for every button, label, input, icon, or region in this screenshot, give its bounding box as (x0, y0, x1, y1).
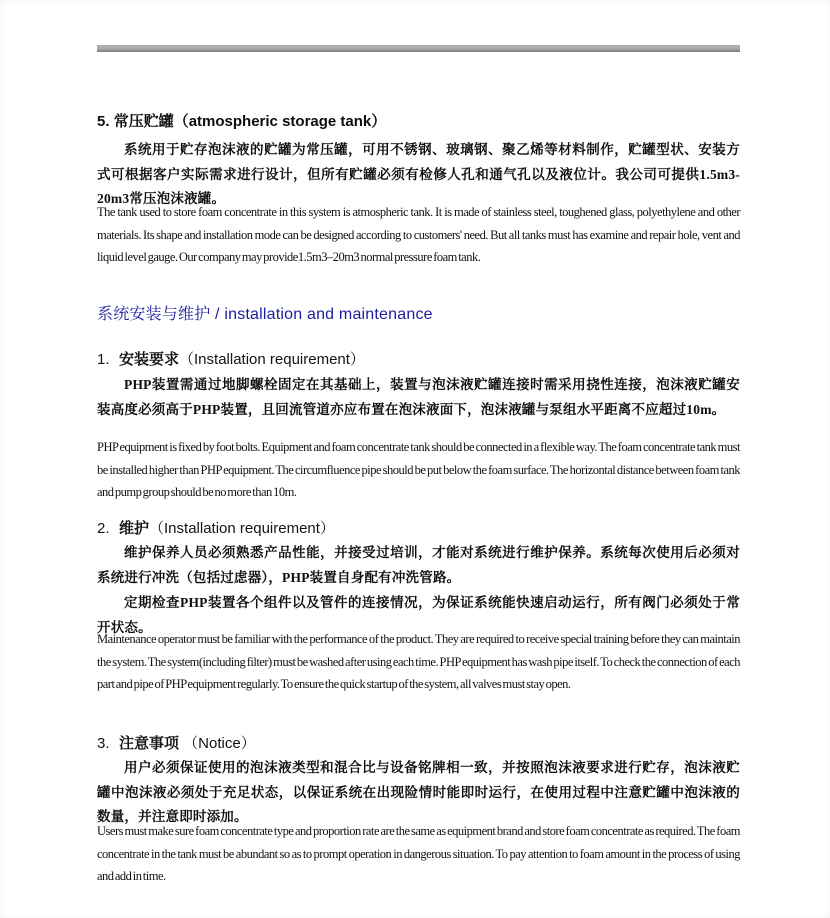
tank-section-title-zh: 常压贮罐 (113, 113, 174, 130)
subsection-3-title (97, 734, 740, 754)
subsection-2-number: 2. (97, 520, 110, 537)
subsection-3-title-en: （Notice） (179, 735, 256, 752)
tank-body-en: The tank used to store foam concentrate in this system is atmospheric tank. It is made of stainless steel, toughened glass, polyethylene and other materials. Its shape and installation mode can be designed according to customers' need. But all tanks must has examine and repair hole, vent and liquid level gauge. Our company may provide1.5m3–20m3 normal pressure foam tank. (97, 205, 740, 264)
subsection-2-body-zh-p2: 定期检查PHP装置各个组件以及管件的连接情况，为保证系统能快速启动运行，所有阀门必须处于常开状态。 (97, 595, 740, 635)
subsection-3-body-zh: 用户必须保证使用的泡沫液类型和混合比与设备铭牌相一致，并按照泡沫液要求进行贮存，泡沫液贮罐中泡沫液必须处于充足状态，以保证系统在出现险情时能即时运行，在使用过程中注意贮罐中泡沫液的数量，并注意即时添加。 (97, 760, 740, 824)
top-divider-bar (97, 45, 740, 52)
subsection-1-number: 1. (97, 351, 110, 368)
subsection-2-body-en: Maintenance operator must be familiar with the performance of the product. They are required to receive special training before they can maintain the system. The system(including filter) must be washed after using each time. PHP equipment has wash pipe itself. To check the connection of each part and pipe of PHP equipment regularly. To ensure the quick startup of the system, all valves must stay open. (97, 632, 740, 691)
subsection-3-number: 3. (97, 735, 110, 752)
subsection-1-title-en: （Installation requirement） (179, 351, 365, 368)
subsection-2-title (97, 519, 740, 539)
installation-maintenance-heading: 系统安装与维护 / installation and maintenance (97, 306, 433, 323)
subsection-1-title (97, 350, 740, 370)
tank-section-title (97, 112, 740, 132)
subsection-2-title-en: （Installation requirement） (149, 520, 335, 537)
subsection-3-title-zh: 注意事项 (119, 735, 180, 752)
subsection-2-body-zh-p1: 维护保养人员必须熟悉产品性能，并接受过培训，才能对系统进行维护保养。系统每次使用后必须对系统进行冲洗（包括过虑器），PHP装置自身配有冲洗管路。 (97, 545, 740, 585)
tank-section-title-en: （atmospheric storage tank） (173, 113, 387, 130)
tank-body-zh: 系统用于贮存泡沫液的贮罐为常压罐，可用不锈钢、玻璃钢、聚乙烯等材料制作，贮罐型状、安装方式可根据客户实际需求进行设计，但所有贮罐必须有检修人孔和通气孔以及液位计。我公司可提供1.5m3-20m3常压泡沫液罐。 (97, 142, 740, 206)
tank-section-number: 5. (97, 113, 110, 130)
subsection-2-title-zh: 维护 (119, 520, 150, 537)
subsection-1-body-zh: PHP装置需通过地脚螺栓固定在其基础上，装置与泡沫液贮罐连接时需采用挠性连接，泡沫液贮罐安装高度必须高于PHP装置，且回流管道亦应布置在泡沫液面下，泡沫液罐与泵组水平距离不应超过10m。 (97, 377, 740, 417)
subsection-1-body-en: PHP equipment is fixed by foot bolts. Equipment and foam concentrate tank should be connected in a flexible way. The foam concentrate tank must be installed higher than PHP equipment. The circumfluence pipe should be put below the foam surface. The horizontal distance between foam tank and pump group should be no more than 10m. (97, 440, 740, 499)
subsection-1-title-zh: 安装要求 (119, 351, 180, 368)
subsection-3-body-en: Users must make sure foam concentrate type and proportion rate are the same as equipment brand and store foam concentrate as required. The foam concentrate in the tank must be abundant so as to prompt operation in dangerous situation. To pay attention to foam amount in the process of using and add in time. (97, 824, 740, 883)
